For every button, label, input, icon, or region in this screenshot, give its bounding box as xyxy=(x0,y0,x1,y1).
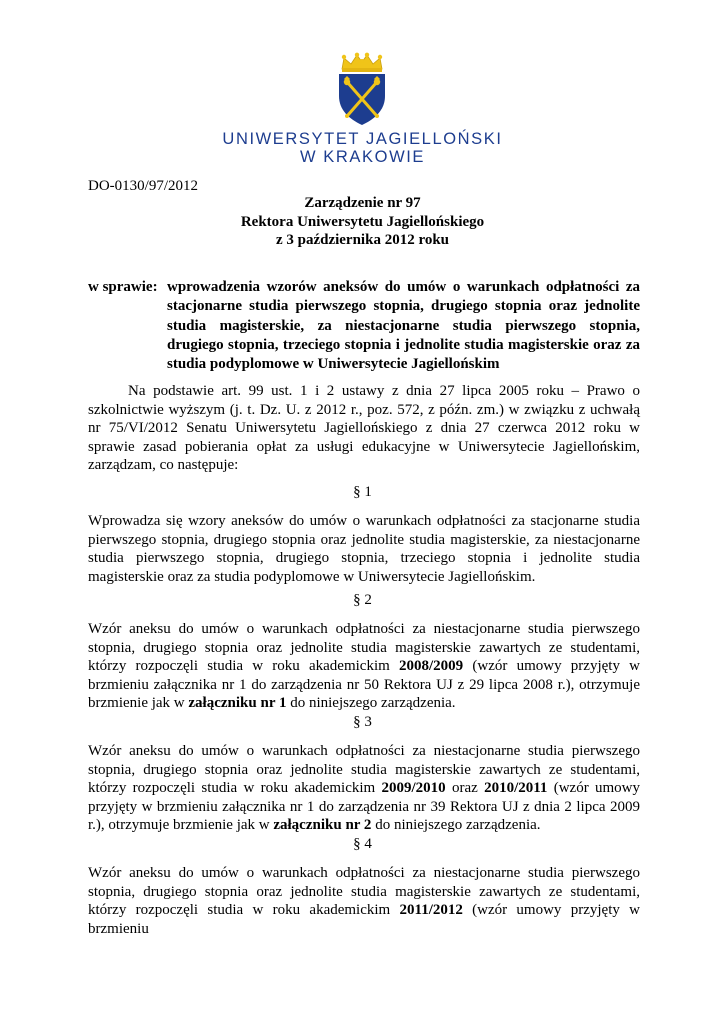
academic-year: 2008/2009 xyxy=(399,658,464,675)
section-2-text: Wzór aneksu do umów o warunkach odpłatności za niestacjonarne studia pierwszego stopnia, drugiego stopnia oraz jednolite studia magisterskie zawartych ze studentami, którzy rozpoczęli studia w roku akademickim 2008/2009 (wzór umowy przyjęty w brzmieniu załącznika nr 1 do zarządzenia nr 50 Rektora UJ z 29 lipca 2008 r.), otrzymuje brzmienie jak w załączniku nr 1 do niniejszego zarządzenia. xyxy=(88,621,640,712)
section-mark-2: § 2 xyxy=(353,592,372,608)
university-name: UNIWERSYTET JAGIELLOŃSKI xyxy=(222,130,503,148)
section-mark-1: § 1 xyxy=(353,484,372,500)
preamble: Na podstawie art. 99 ust. 1 i 2 ustawy z dnia 27 lipca 2005 roku – Prawo o szkolnictwie wyższym (j. t. Dz. U. z 2012 r., poz. 572, z późn. zm.) w związku z uchwałą nr 75/VI/2012 Senatu Uniwersytetu Jagiellońskiego z dnia 27 czerwca 2012 roku w sprawie zasad pobierania opłat za usługi edukacyjne w Uniwersytecie Jagiellońskim, zarządzam, co następuje: xyxy=(88,383,640,474)
university-city: W KRAKOWIE xyxy=(299,148,426,166)
section-mark-3: § 3 xyxy=(353,714,372,730)
subject-block xyxy=(88,278,640,374)
section-1-text: Wprowadza się wzory aneksów do umów o warunkach odpłatności za stacjonarne studia pierwszego stopnia, drugiego stopnia oraz jednolite studia magisterskie, za niestacjonarne studia pierwszego stopnia, drugiego stopnia, trzeciego stopnia i jednolite studia magisterskie oraz za studia podyplomowe w Uniwersytecie Jagiellońskim. xyxy=(88,513,640,585)
ordinance-issuer: Rektora Uniwersytetu Jagiellońskiego xyxy=(240,213,485,230)
document-number: DO-0130/97/2012 xyxy=(88,178,198,194)
section-mark-4: § 4 xyxy=(353,836,372,852)
subject-lead: w sprawie: xyxy=(88,279,158,295)
annex-reference: załączniku nr 1 xyxy=(188,695,287,712)
ordinance-title: Zarządzenie nr 97 xyxy=(304,195,421,211)
section-4-text: Wzór aneksu do umów o warunkach odpłatności za niestacjonarne studia pierwszego stopnia, drugiego stopnia oraz jednolite studia magisterskie zawartych ze studentami, którzy rozpoczęli studia w roku akademickim 2011/2012 (wzór umowy przyjęty w brzmieniu xyxy=(88,865,640,937)
crown-icon xyxy=(342,53,382,72)
academic-year: 2009/2010 xyxy=(381,780,446,797)
annex-reference: załączniku nr 2 xyxy=(273,817,372,834)
subject-text: wprowadzenia wzorów aneksów do umów o warunkach odpłatności za stacjonarne studia pierwszego stopnia, drugiego stopnia oraz jednolite studia magisterskie, za niestacjonarne studia pierwszego stopnia, drugiego stopnia, trzeciego stopnia i jednolite studia magisterskie oraz za studia podyplomowe w Uniwersytecie Jagiellońskim xyxy=(167,279,640,373)
academic-year: 2010/2011 xyxy=(484,780,548,797)
crest-crossed-sceptres-icon xyxy=(335,52,389,126)
academic-year: 2011/2012 xyxy=(399,902,463,919)
ordinance-date: z 3 października 2012 roku xyxy=(275,232,450,248)
section-3-text: Wzór aneksu do umów o warunkach odpłatności za niestacjonarne studia pierwszego stopnia, drugiego stopnia oraz jednolite studia magisterskie zawartych ze studentami, którzy rozpoczęli studia w roku akademickim 2009/2010 oraz 2010/2011 (wzór umowy przyjęty w brzmieniu załącznika nr 1 do zarządzenia nr 39 Rektora UJ z dnia 2 lipca 2009 r.), otrzymuje brzmienie jak w załączniku nr 2 do niniejszego zarządzenia. xyxy=(88,743,641,834)
